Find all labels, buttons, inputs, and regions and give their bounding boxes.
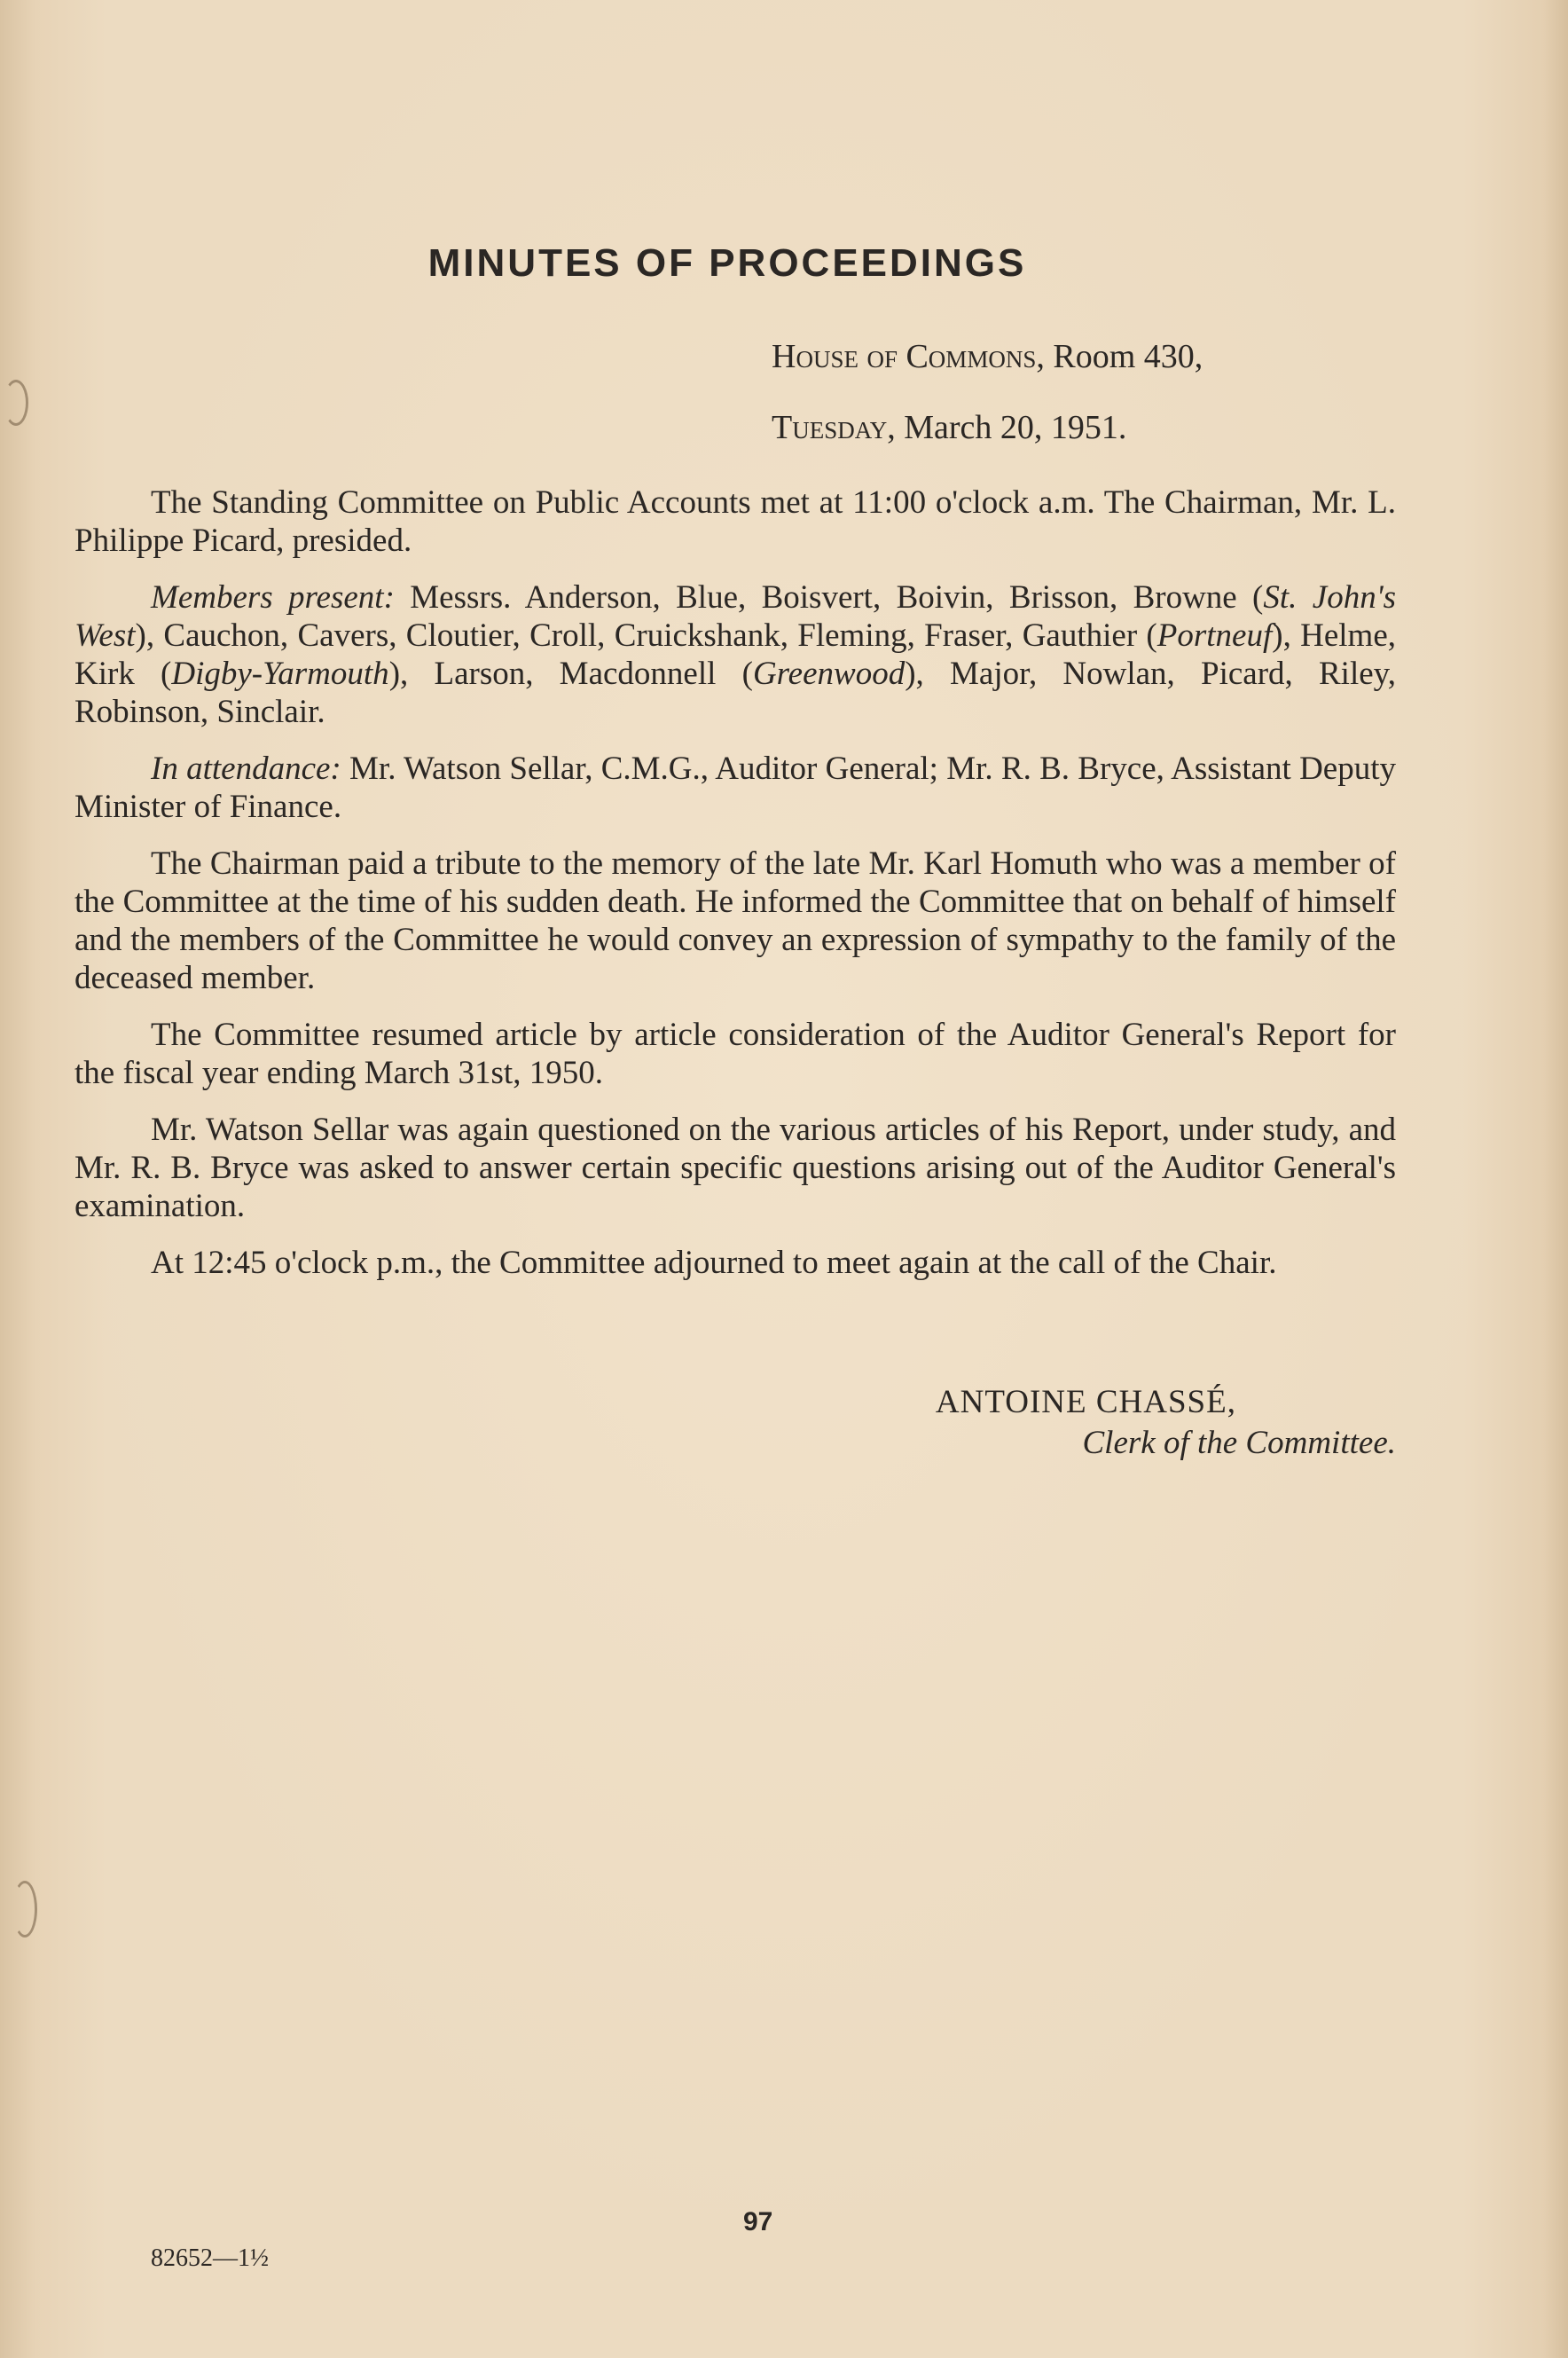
riding-name: Portneuf xyxy=(1156,617,1273,654)
clerk-name: ANTOINE CHASSÉ, xyxy=(935,1384,1236,1420)
riding-name: Digby-Yarmouth xyxy=(171,656,389,692)
page-number: 97 xyxy=(743,2207,773,2236)
meeting-place-house: House of Commons xyxy=(772,338,1037,375)
page-stain-mark xyxy=(12,1881,37,1937)
document-heading: MINUTES OF PROCEEDINGS xyxy=(427,241,1027,285)
meeting-date-rest: , March 20, 1951. xyxy=(887,409,1127,446)
paragraph-members-present xyxy=(74,578,1396,731)
page-stain-mark xyxy=(4,380,28,426)
minutes-body xyxy=(74,483,1396,1301)
paragraph-tribute: The Chairman paid a tribute to the memory of the late Mr. Karl Homuth who was a member of the Committee at the time of his sudden death. He informed the Committee that on behalf of himself and the members of the Committee he would convey an expression of sympathy to the family of the deceased member. xyxy=(74,845,1396,996)
paragraph-in-attendance xyxy=(74,750,1396,826)
signature-block xyxy=(936,1382,1396,1464)
clerk-title: Clerk of the Committee. xyxy=(1082,1425,1396,1461)
meeting-place-room: , Room 430, xyxy=(1036,338,1203,375)
members-list-text: ), Cauchon, Cavers, Cloutier, Croll, Cruickshank, Fleming, Fraser, Gauthier ( xyxy=(135,617,1157,654)
members-list-text: Messrs. Anderson, Blue, Boisvert, Boivin, Brisson, Browne ( xyxy=(394,579,1264,616)
print-code: 82652—1½ xyxy=(151,2244,269,2272)
paragraph-questioning: Mr. Watson Sellar was again questioned on the various articles of his Report, under study, and Mr. R. B. Bryce was asked to answer certain specific questions arising out of the Auditor General's examination. xyxy=(74,1112,1396,1224)
paragraph-report-consideration: The Committee resumed article by article consideration of the Auditor General's Report for the fiscal year ending March 31st, 1950. xyxy=(74,1017,1396,1091)
members-list-text: ), Helme, Kirk ( xyxy=(74,617,1396,692)
members-list-text: ), Major, Nowlan, Picard, Riley, Robinson, Sinclair. xyxy=(74,656,1396,730)
riding-name: Greenwood xyxy=(752,656,906,692)
meeting-date-day: Tuesday xyxy=(772,409,888,446)
paragraph-adjournment: At 12:45 o'clock p.m., the Committee adjourned to meet again at the call of the Chair. xyxy=(151,1245,1277,1281)
in-attendance-text: Mr. Watson Sellar, C.M.G., Auditor General; Mr. R. B. Bryce, Assistant Deputy Minister of Finance. xyxy=(74,751,1396,825)
members-list-text: ), Larson, Macdonnell ( xyxy=(388,656,753,692)
riding-name: St. John's West xyxy=(74,579,1397,654)
paragraph-meeting-opened: The Standing Committee on Public Accounts met at 11:00 o'clock a.m. The Chairman, Mr. L. Philippe Picard, presided. xyxy=(74,484,1396,559)
meeting-date xyxy=(772,408,1126,447)
meeting-place xyxy=(772,337,1203,376)
in-attendance-label: In attendance: xyxy=(151,751,341,787)
members-present-label: Members present: xyxy=(151,579,395,616)
